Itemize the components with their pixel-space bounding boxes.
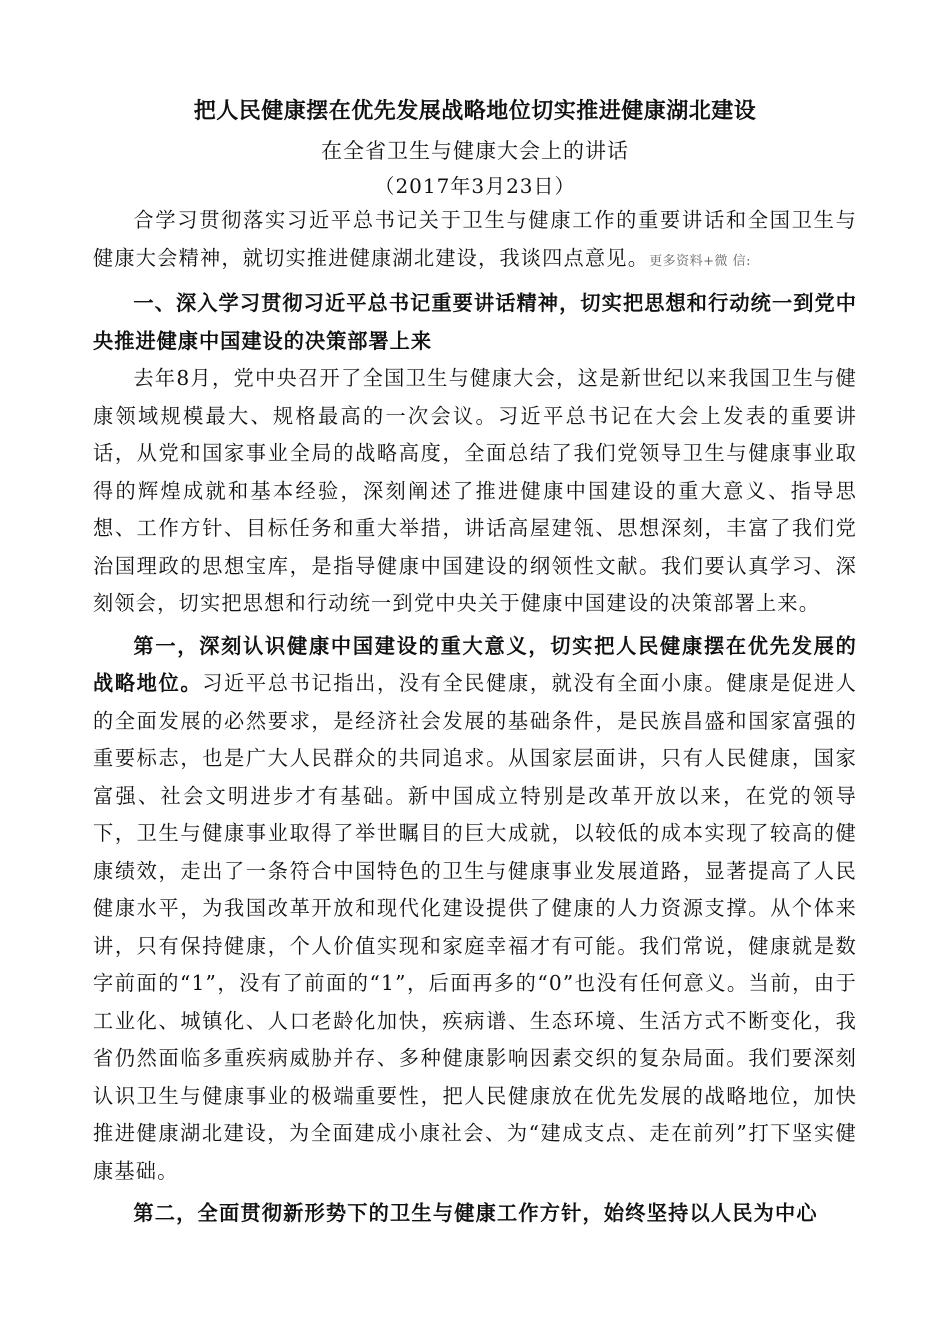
section-1-paragraph: 去年8月，党中央召开了全国卫生与健康大会，这是新世纪以来我国卫生与健康领域规模最大、规格最高的一次会议。习近平总书记在大会上发表的重要讲话，从党和国家事业全局的战略高度，全面总结了我们党领导卫生与健康事业取得的辉煌成就和基本经验，深刻阐述了推进健康中国建设的重大意义、指导思想、工作方针、目标任务和重大举措，讲话高屋建瓴、思想深刻，丰富了我们党治国理政的思想宝库，是指导健康中国建设的纲领性文献。我们要认真学习、深刻领会，切实把思想和行动统一到党中央关于健康中国建设的决策部署上来。 [93,366,857,615]
point-1-lead: 第一，深刻认识健康中国建设的重大意义，切实把人民健康摆在优先发展的战略地位。 [93,633,857,695]
point-1-paragraph [93,628,857,1191]
speech-date: （2017年3月23日） [374,174,576,198]
document-subtitle: 在全省卫生与健康大会上的讲话 [321,139,629,163]
point-2-paragraph [93,1195,857,1233]
point-2-lead: 第二，全面贯彻新形势下的卫生与健康工作方针，始终坚持以人民为中心 [133,1201,818,1225]
intro-paragraph [93,202,857,280]
section-1-heading: 一、深入学习贯彻习近平总书记重要讲话精神，切实把思想和行动统一到党中央推进健康中国建设的决策部署上来 [93,291,857,353]
document-body [93,202,857,1233]
document-title: 把人民健康摆在优先发展战略地位切实推进健康湖北建设 [193,99,757,124]
watermark-note: 更多资料+微 信: [649,253,751,269]
point-1-text: 习近平总书记指出，没有全民健康，就没有全面小康。健康是促进人的全面发展的必然要求，是经济社会发展的基础条件，是民族昌盛和国家富强的重要标志，也是广大人民群众的共同追求。从国家层面讲，只有人民健康，国家富强、社会文明进步才有基础。新中国成立特别是改革开放以来，在党的领导下，卫生与健康事业取得了举世瞩目的巨大成就，以较低的成本实现了较高的健康绩效，走出了一条符合中国特色的卫生与健康事业发展道路，显著提高了人民健康水平，为我国改革开放和现代化建设提供了健康的人力资源支撑。从个体来讲，只有保持健康，个人价值实现和家庭幸福才有可能。我们常说，健康就是数字前面的“1”，没有了前面的“1”，后面再多的“0”也没有任何意义。当前，由于工业化、城镇化、人口老龄化加快，疾病谱、生态环境、生活方式不断变化，我省仍然面临多重疾病威胁并存、多种健康影响因素交织的复杂局面。我们要深刻认识卫生与健康事业的极端重要性，把人民健康放在优先发展的战略地位，加快推进健康湖北建设，为全面建成小康社会、为“建成支点、走在前列”打下坚实健康基础。 [93,671,857,1183]
intro-text: 合学习贯彻落实习近平总书记关于卫生与健康工作的重要讲话和全国卫生与健康大会精神，就切实推进健康湖北建设，我谈四点意见。 [93,208,857,270]
